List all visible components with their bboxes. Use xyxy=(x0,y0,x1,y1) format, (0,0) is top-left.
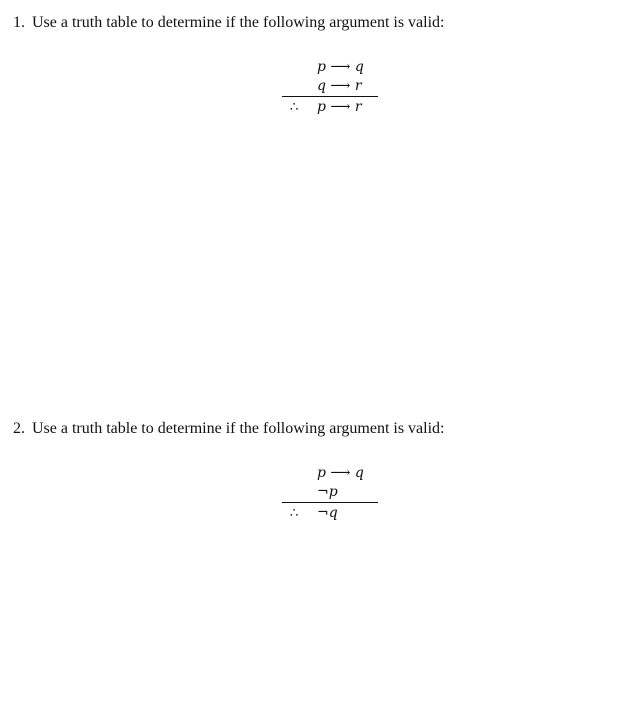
premise-1: p ⟶ q xyxy=(317,465,364,481)
premise-1: p ⟶ q xyxy=(317,59,364,75)
premise-line xyxy=(282,483,380,502)
problem-2-question xyxy=(13,419,445,439)
conclusion-line xyxy=(282,98,380,117)
premise-line xyxy=(282,77,380,96)
therefore-symbol: ∴ xyxy=(290,100,299,115)
problem-1-question xyxy=(13,13,445,33)
problem-1-argument xyxy=(282,58,380,117)
premise-line xyxy=(282,464,380,483)
problem-2-argument xyxy=(282,464,380,523)
conclusion-line xyxy=(282,504,380,523)
conclusion-rule xyxy=(282,502,378,503)
premise-2: q ⟶ r xyxy=(317,78,362,94)
conclusion: ¬q xyxy=(317,505,338,521)
conclusion: p ⟶ r xyxy=(317,99,362,115)
premise-2: ¬p xyxy=(317,484,338,500)
problem-2-text: Use a truth table to determine if the following argument is valid: xyxy=(32,420,445,437)
problem-2-number: 2. xyxy=(13,420,25,437)
premise-line xyxy=(282,58,380,77)
conclusion-rule xyxy=(282,96,378,97)
problem-1-text: Use a truth table to determine if the following argument is valid: xyxy=(32,14,445,31)
problem-1-number: 1. xyxy=(13,14,25,31)
therefore-symbol: ∴ xyxy=(290,506,299,521)
